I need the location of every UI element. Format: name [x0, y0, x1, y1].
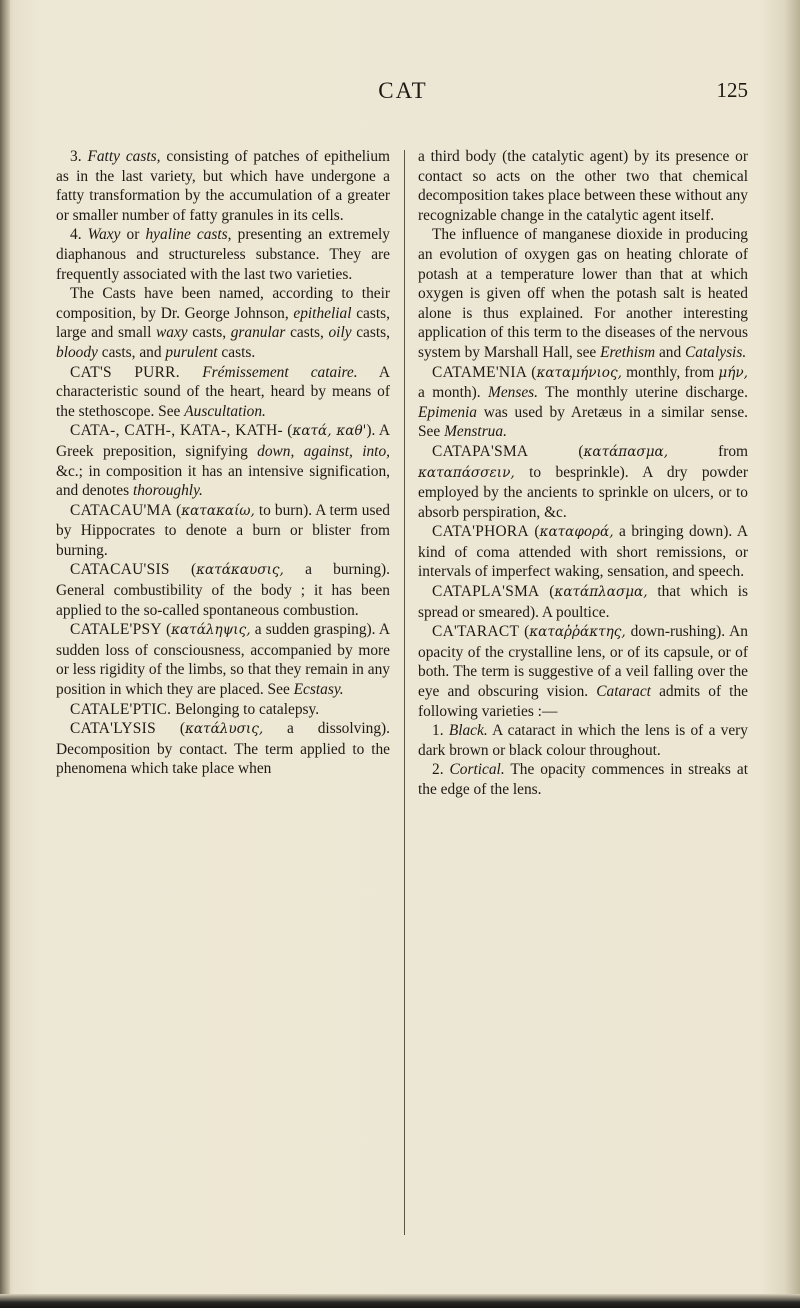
entry-headword: CATALE'PTIC.	[70, 700, 172, 718]
entry-text: The Casts have been named, according to their composition, by Dr. George Johnson,	[56, 285, 390, 322]
entry-text: consisting of patches of epithelium as in the last variety, but which have undergone a fatty transformation by the accumulation of a greater or smaller number of fatty granules in its cells.	[56, 148, 390, 224]
entry-text: casts, large and small	[56, 304, 390, 342]
entry-text: from	[668, 442, 748, 460]
page-bottom-edge	[0, 1294, 800, 1308]
entry-headword: CA'TARACT	[432, 623, 520, 641]
italic-text: thoroughly.	[132, 482, 203, 500]
italic-text: purulent	[165, 343, 218, 361]
greek-etymology: κατάλυσις,	[184, 721, 264, 738]
italic-text: Cataract	[596, 683, 651, 701]
dictionary-entry	[56, 620, 390, 699]
italic-text: oily	[328, 324, 352, 342]
entry-text: down-rushing). An opacity of the crystalline lens, or of its capsule, or of both. The term is suggestive of a veil falling over the eye and obscuring vision.	[418, 623, 748, 701]
page-header	[58, 78, 748, 110]
entry-text: admits of the following varieties :—	[418, 683, 748, 720]
entry-headword: CAT'S PURR.	[70, 363, 203, 381]
greek-etymology: καταῤῥάκτης,	[529, 624, 626, 641]
entry-text: (	[527, 363, 537, 381]
entry-text: A cataract in which the lens is of a very dark brown or black colour throughout.	[418, 722, 749, 759]
entry-text: to besprinkle). A dry powder employed by the ancients to sprinkle on ulcers, or to absorb perspiration, &c.	[418, 463, 748, 521]
entry-headword: CATAME'NIA	[432, 363, 528, 381]
entry-text: a sudden grasping). A sudden loss of consciousness, accompanied by more or less rigidity of the limbs, so that they remain in any position in which they are placed. See	[56, 621, 390, 699]
entry-headword: CATAPLA'SMA	[432, 583, 540, 601]
italic-text: Ecstasy.	[293, 681, 344, 699]
italic-text: Menstrua.	[444, 423, 507, 441]
entry-text: (	[282, 422, 293, 440]
entry-text: casts,	[351, 324, 390, 342]
entry-text: The monthly uterine discharge.	[538, 384, 748, 402]
entry-headword: CATA'LYSIS	[70, 720, 156, 738]
italic-text: granular	[230, 324, 286, 342]
entry-text: 1.	[432, 722, 449, 740]
page-number: 125	[716, 78, 748, 102]
entry-headword: CATALE'PSY	[70, 621, 162, 639]
dictionary-entry	[56, 225, 390, 284]
dictionary-entry	[56, 147, 390, 225]
dictionary-entry	[418, 522, 748, 582]
dictionary-entry	[56, 560, 390, 620]
entry-text: casts,	[285, 324, 329, 342]
dictionary-entry	[418, 225, 748, 362]
right-column	[418, 147, 748, 800]
entry-text: casts, and	[97, 343, 166, 361]
dictionary-entry	[56, 700, 390, 720]
greek-etymology: κατάληψις,	[171, 622, 251, 639]
dictionary-entry	[56, 421, 390, 500]
entry-text: a bringing down). A kind of coma attended with short remissions, or intervals of imperfect waking, sensation, and speech.	[418, 523, 748, 581]
entry-text: (	[155, 720, 185, 738]
greek-etymology: καταφορά,	[539, 524, 614, 541]
greek-etymology: κατάπλασμα,	[554, 584, 648, 601]
entry-text: (	[528, 442, 584, 460]
italic-text: waxy	[156, 324, 188, 342]
column-divider	[404, 150, 405, 1235]
entry-text: (	[539, 583, 555, 601]
italic-text: Auscultation.	[184, 402, 266, 420]
greek-etymology: καταπάσσειν,	[418, 464, 515, 481]
greek-etymology: μήν,	[718, 364, 748, 381]
dictionary-entry	[56, 363, 390, 422]
italic-text: epithelial	[293, 304, 352, 322]
entry-text: Belonging to catalepsy.	[171, 700, 320, 718]
left-column	[56, 147, 390, 779]
running-head: CAT	[378, 78, 428, 103]
dictionary-entry	[418, 721, 748, 760]
italic-text: Catalysis.	[685, 343, 747, 361]
italic-text: Epimenia	[418, 403, 477, 421]
dictionary-entry	[418, 147, 748, 225]
entry-text: (	[161, 621, 172, 639]
entry-text: (	[528, 523, 540, 541]
entry-text: casts,	[187, 324, 231, 342]
entry-text: a burning). General combustibility of the body ; it has been applied to the so-called spontaneous combustion.	[56, 561, 390, 619]
entry-text: or	[120, 226, 146, 244]
entry-text: ). A Greek preposition, signifying	[56, 422, 390, 460]
entry-text: casts.	[217, 343, 256, 361]
entry-headword: CATACAU'SIS	[70, 561, 170, 579]
entry-text: (	[519, 623, 530, 641]
entry-text: (	[169, 561, 197, 579]
greek-etymology: κατάκαυσις,	[196, 562, 284, 579]
page-spine-shadow	[0, 0, 10, 1308]
italic-text: Menses.	[488, 384, 539, 402]
list-number: 4.	[70, 226, 88, 244]
italic-term: Waxy	[87, 226, 121, 244]
entry-text: monthly, from	[621, 363, 719, 381]
entry-text: (	[172, 501, 182, 519]
dictionary-entry	[418, 582, 748, 622]
dictionary-entry	[418, 760, 748, 799]
entry-text: a third body (the catalytic agent) by its presence or contact so acts on the other two that chemical decomposition takes place between these without any recognizable change in the catalytic agent itself.	[418, 148, 748, 224]
italic-text: bloody	[56, 343, 98, 361]
italic-text: Black.	[448, 722, 488, 740]
entry-text: that which is spread or smeared). A poultice.	[418, 583, 748, 621]
greek-etymology: καταμήνιος,	[536, 364, 622, 381]
italic-text: down, against, into,	[257, 442, 390, 460]
entry-text: &c.; in composition it has an intensive signification, and denotes	[56, 462, 390, 500]
greek-etymology: κατάπασμα,	[583, 443, 669, 460]
entry-text: a month).	[418, 384, 489, 402]
italic-text: Cortical.	[449, 761, 505, 779]
entry-text: a dissolving). Decomposition by contact. The term applied to the phenomena which take place when	[56, 720, 390, 778]
entry-headword: CATA'PHORA	[432, 523, 529, 541]
entry-headword: CATA-, CATH-, KATA-, KATH-	[70, 422, 283, 440]
entry-text: to burn). A term used by Hippocrates to denote a burn or blister from burning.	[56, 501, 390, 559]
dictionary-entry	[56, 284, 390, 362]
italic-text: Erethism	[600, 343, 656, 361]
greek-etymology: κατά, καθ'	[292, 423, 367, 440]
entry-text: The opacity commences in streaks at the edge of the lens.	[418, 761, 749, 798]
dictionary-entry	[56, 719, 390, 779]
entry-text: was used by Aretæus in a similar sense. See	[418, 403, 748, 441]
entry-text: A characteristic sound of the heart, heard by means of the stethoscope. See	[56, 363, 390, 420]
entry-headword: CATAPA'SMA	[432, 442, 529, 460]
italic-term: hyaline casts,	[145, 226, 232, 244]
dictionary-entry	[418, 442, 748, 522]
entry-text: presenting an extremely diaphanous and structureless substance. They are frequently associated with the last two varieties.	[56, 226, 391, 283]
list-number: 3.	[70, 148, 88, 165]
italic-term: Fatty casts,	[87, 148, 161, 165]
entry-headword: CATACAU'MA	[70, 501, 173, 519]
entry-text: The influence of manganese dioxide in producing an evolution of oxygen gas on heating chlorate of potash at a temperature lower than that at which oxygen is given off when the potash salt is heated alone is thus explained. For another interesting application of this term to the diseases of the nervous system by Marshall Hall, see	[418, 226, 748, 361]
italic-text: Frémissement cataire.	[202, 363, 358, 381]
greek-etymology: κατακαίω,	[181, 502, 255, 519]
dictionary-entry	[418, 622, 748, 721]
entry-text: 2.	[432, 761, 450, 779]
entry-text: and	[655, 343, 686, 361]
dictionary-entry	[418, 363, 748, 442]
dictionary-entry	[56, 501, 390, 561]
